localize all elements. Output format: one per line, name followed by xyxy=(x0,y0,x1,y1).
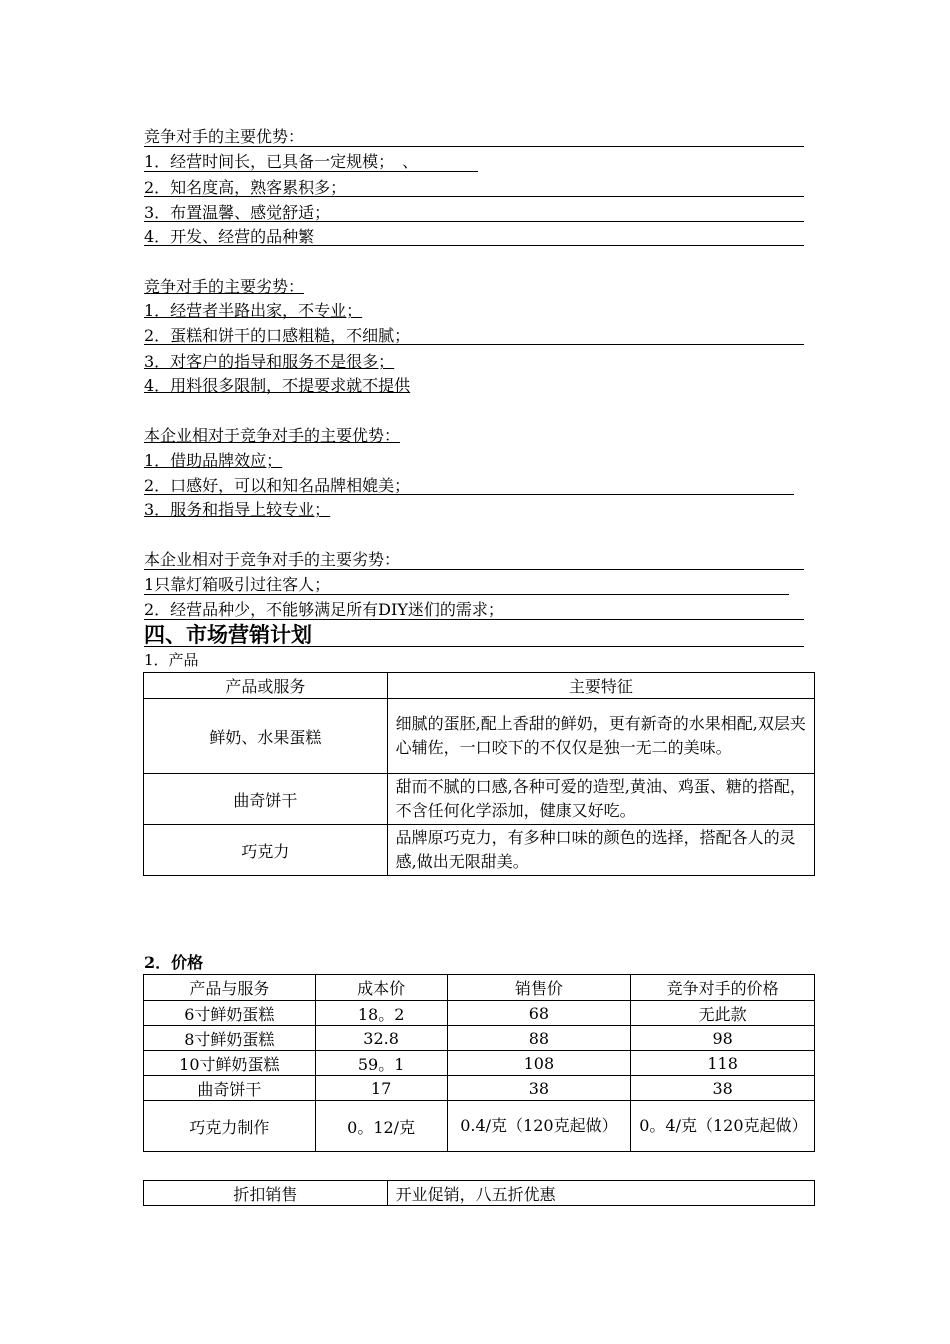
price-cell: 59。1 xyxy=(315,1051,447,1076)
our-strength-item: 3．服务和指导上较专业； xyxy=(144,500,331,519)
competitor-strength-item: 3．布置温馨、感觉舒适； xyxy=(144,203,331,222)
price-cell: 32.8 xyxy=(315,1026,447,1051)
heading-underline xyxy=(144,646,804,647)
table-header-cell: 竞争对手的价格 xyxy=(631,975,815,1001)
competitor-weakness-item: 2．蛋糕和饼干的口感粗糙，不细腻； xyxy=(144,326,411,345)
our-weakness-item: 1只靠灯箱吸引过往客人； xyxy=(144,575,331,594)
price-cell: 6寸鲜奶蛋糕 xyxy=(144,1001,316,1026)
table-header-cell: 成本价 xyxy=(315,975,447,1001)
section-heading: 四、市场营销计划 xyxy=(144,623,312,647)
our-weaknesses-title: 本企业相对于竞争对手的主要劣势： xyxy=(144,550,401,569)
product-name-cell: 曲奇饼干 xyxy=(144,774,388,825)
product-label: 1．产品 xyxy=(144,651,199,669)
table-header-cell: 销售价 xyxy=(447,975,631,1001)
underline-rule xyxy=(144,221,804,222)
product-name-cell: 鲜奶、水果蛋糕 xyxy=(144,699,388,774)
table-row xyxy=(144,825,815,876)
competitor-strength-item: 2．知名度高，熟客累积多； xyxy=(144,178,347,197)
table-header-row xyxy=(144,975,815,1001)
price-cell: 38 xyxy=(447,1076,631,1101)
price-label: 2．价格 xyxy=(144,953,204,972)
price-cell: 曲奇饼干 xyxy=(144,1076,316,1101)
our-strength-item: 1．借助品牌效应； xyxy=(144,451,283,470)
underline-rule xyxy=(144,196,804,197)
price-cell: 巧克力制作 xyxy=(144,1101,316,1152)
table-header-row xyxy=(144,673,815,699)
price-cell: 68 xyxy=(447,1001,631,1026)
underline-rule xyxy=(144,146,804,147)
table-row xyxy=(144,1001,815,1026)
discount-label-cell: 折扣销售 xyxy=(144,1181,388,1206)
price-cell: 88 xyxy=(447,1026,631,1051)
underline-rule xyxy=(144,569,804,570)
competitor-strengths-title: 竞争对手的主要优势： xyxy=(144,127,305,146)
product-feature-cell: 品牌原巧克力，有多种口味的颜色的选择，搭配各人的灵感,做出无限甜美。 xyxy=(387,825,814,876)
price-cell: 8寸鲜奶蛋糕 xyxy=(144,1026,316,1051)
price-cell: 0。4/克（120克起做） xyxy=(631,1101,815,1152)
underline-rule xyxy=(144,245,804,246)
product-feature-cell: 细腻的蛋胚,配上香甜的鲜奶，更有新奇的水果相配,双层夹心辅佐，一口咬下的不仅仅是独一无二的美味。 xyxy=(387,699,814,774)
our-weakness-item: 2．经营品种少，不能够满足所有DIY迷们的需求； xyxy=(144,600,504,619)
price-cell: 0。12/克 xyxy=(315,1101,447,1152)
competitor-weakness-item: 1．经营者半路出家，不专业； xyxy=(144,301,363,320)
our-strength-item: 2．口感好，可以和知名品牌相媲美； xyxy=(144,476,411,495)
competitor-strength-item: 1．经营时间长，已具备一定规模； 、 xyxy=(144,152,419,171)
competitor-strength-item: 4．开发、经营的品种繁 xyxy=(144,227,315,246)
table-row xyxy=(144,1051,815,1076)
price-cell: 108 xyxy=(447,1051,631,1076)
price-cell: 98 xyxy=(631,1026,815,1051)
table-header-cell: 主要特征 xyxy=(387,673,814,699)
underline-rule xyxy=(144,594,789,595)
table-row xyxy=(144,699,815,774)
price-cell: 无此款 xyxy=(631,1001,815,1026)
price-cell: 18。2 xyxy=(315,1001,447,1026)
product-table xyxy=(143,672,815,876)
product-feature-cell: 甜而不腻的口感,各种可爱的造型,黄油、鸡蛋、糖的搭配，不含任何化学添加，健康又好吃。 xyxy=(387,774,814,825)
price-cell: 17 xyxy=(315,1076,447,1101)
product-name-cell: 巧克力 xyxy=(144,825,388,876)
competitor-weakness-item: 4．用料很多限制，不提要求就不提供 xyxy=(144,376,411,395)
price-cell: 38 xyxy=(631,1076,815,1101)
table-row xyxy=(144,774,815,825)
underline-rule xyxy=(144,619,804,620)
competitor-weaknesses-title: 竞争对手的主要劣势： xyxy=(144,277,305,296)
table-header-cell: 产品或服务 xyxy=(144,673,388,699)
table-row xyxy=(144,1076,815,1101)
table-row xyxy=(144,1101,815,1152)
underline-rule xyxy=(144,171,478,172)
table-row xyxy=(144,1181,815,1206)
price-cell: 0.4/克（120克起做） xyxy=(447,1101,631,1152)
discount-table xyxy=(143,1180,815,1206)
our-strengths-title: 本企业相对于竞争对手的主要优势： xyxy=(144,426,401,445)
discount-value-cell: 开业促销，八五折优惠 xyxy=(387,1181,814,1206)
price-cell: 118 xyxy=(631,1051,815,1076)
table-header-cell: 产品与服务 xyxy=(144,975,316,1001)
price-cell: 10寸鲜奶蛋糕 xyxy=(144,1051,316,1076)
competitor-weakness-item: 3．对客户的指导和服务不是很多； xyxy=(144,352,395,371)
underline-rule xyxy=(144,494,794,495)
table-row xyxy=(144,1026,815,1051)
underline-rule xyxy=(144,344,804,345)
price-table xyxy=(143,974,815,1152)
